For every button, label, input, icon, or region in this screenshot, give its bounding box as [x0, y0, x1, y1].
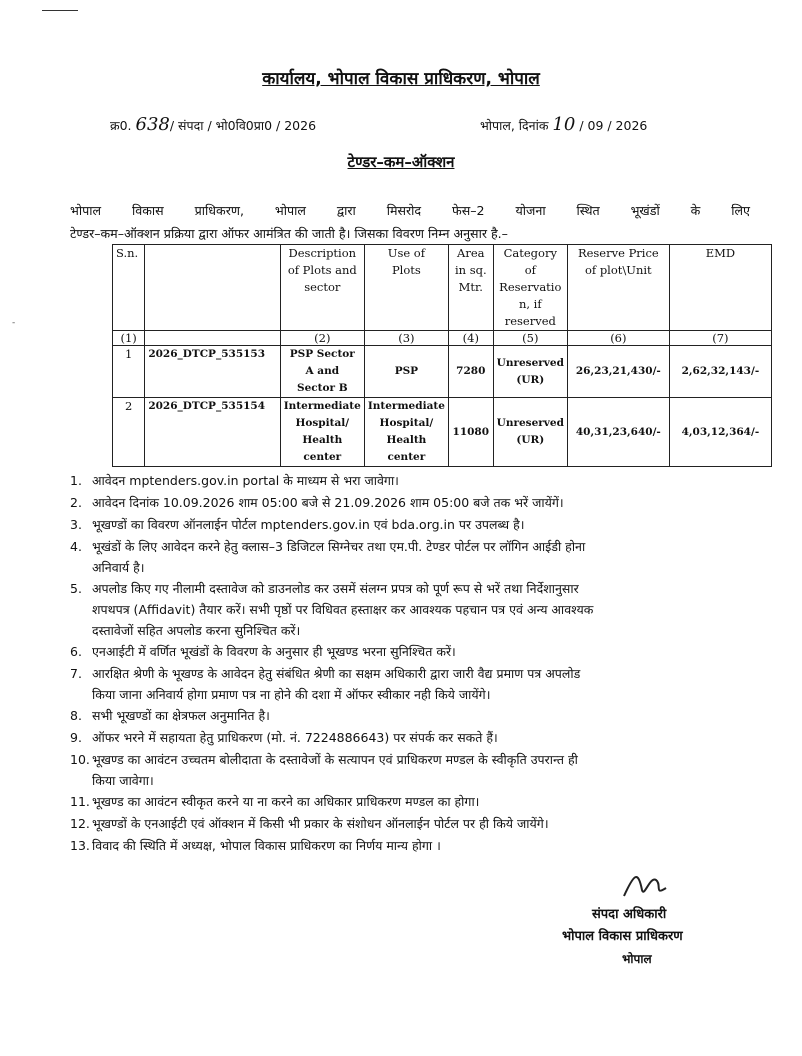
header-line: in sq.: [454, 263, 487, 277]
row-emd: 4,03,12,364/-: [669, 398, 771, 467]
row-sn: 1: [113, 346, 145, 398]
ref-prefix: क्र0.: [110, 118, 132, 133]
item-line: सभी भूखण्डों का क्षेत्रफल अनुमानित है।: [92, 708, 270, 723]
item-number: 5.: [70, 581, 82, 596]
item-line: आरक्षित श्रेणी के भूखण्ड के आवेदन हेतु संबंधित श्रेणी का सक्षम अधिकारी द्वारा जारी वैद्य प्रमाण पत्र अपलोड: [92, 666, 581, 681]
header-line: of plot\Unit: [584, 263, 652, 277]
list-item: [70, 791, 760, 813]
table-row: [113, 346, 772, 398]
item-number: 7.: [70, 666, 82, 681]
col-number: (6): [567, 331, 669, 346]
item-line: एनआईटी में वर्णित भूखंडों के विवरण के अनुसार ही भूखण्ड भरना सुनिश्चित करें।: [92, 644, 456, 659]
list-item: [70, 663, 760, 705]
date-day: 10: [552, 114, 576, 135]
row-use: [364, 398, 448, 467]
office-title: कार्यालय, भोपाल विकास प्राधिकरण, भोपाल: [262, 69, 540, 89]
category-line: (UR): [516, 434, 545, 446]
header-line: Reservatio: [499, 280, 562, 294]
col-header-category: [493, 245, 567, 331]
list-item: [70, 835, 760, 857]
item-line: आवेदन दिनांक 10.09.2026 शाम 05:00 बजे से 21.09.2026 शाम 05:00 बजे तक भरें जायेंगें।: [92, 495, 564, 510]
col-number: (3): [364, 331, 448, 346]
header-line: Mtr.: [458, 280, 483, 294]
list-item: [70, 727, 760, 749]
list-item: [70, 536, 760, 578]
header-line: Use of: [387, 246, 425, 260]
list-item: [70, 749, 760, 791]
intro-paragraph: [70, 199, 750, 245]
header-line: Category: [503, 246, 557, 260]
item-number: 4.: [70, 539, 82, 554]
desc-line: Sector B: [297, 382, 348, 394]
item-line: विवाद की स्थिति में अध्यक्ष, भोपाल विकास प्राधिकरण का निर्णय मान्य होगा ।: [92, 838, 441, 853]
list-item: [70, 641, 760, 663]
date-prefix: भोपाल, दिनांक: [480, 118, 549, 133]
header-line: reserved: [504, 314, 556, 328]
list-item: [70, 705, 760, 727]
reference-number: [110, 114, 316, 135]
col-number: (2): [280, 331, 364, 346]
header-line: Area: [457, 246, 485, 260]
signatory-organization: भोपाल विकास प्राधिकरण: [562, 929, 683, 944]
col-header-id: [145, 245, 280, 331]
item-number: 3.: [70, 517, 82, 532]
item-number: 10.: [70, 752, 90, 767]
col-number: (7): [669, 331, 771, 346]
row-reserve-price: 40,31,23,640/-: [567, 398, 669, 467]
row-category: [493, 346, 567, 398]
subject-heading: टेण्डर–कम–ऑक्शन: [347, 153, 455, 171]
list-item: [70, 813, 760, 835]
item-line: दस्तावेजों सहित अपलोड करना सुनिश्चित करें।: [92, 623, 301, 638]
row-plot-id: 2026_DTCP_535153: [145, 346, 280, 398]
plots-table: [112, 244, 772, 467]
item-number: 1.: [70, 473, 82, 488]
header-line: Description: [288, 246, 357, 260]
item-line: भूखण्ड का आवंटन स्वीकृत करने या ना करने का अधिकार प्राधिकरण मण्डल का होगा।: [92, 794, 480, 809]
ref-number: 638: [135, 114, 170, 135]
category-line: Unreserved: [496, 356, 564, 369]
item-number: 6.: [70, 644, 82, 659]
col-header-sn: S.n.: [113, 245, 145, 331]
item-line: ऑफर भरने में सहायता हेतु प्राधिकरण (मो. नं. 7224886643) पर संपर्क कर सकते हैं।: [92, 730, 498, 745]
desc-line: PSP Sector: [289, 348, 355, 360]
item-line: किया जावेगा।: [92, 773, 154, 788]
signature-block: [556, 866, 726, 976]
category-line: (UR): [516, 373, 545, 386]
desc-line: Health: [302, 434, 343, 446]
intro-line-2: टेण्डर–कम–ऑक्शन प्रक्रिया द्वारा ऑफर आमंत्रित की जाती है। जिसका विवरण निम्न अनुसार है.–: [70, 226, 508, 241]
item-number: 12.: [70, 816, 90, 831]
item-line: भूखण्डों के एनआईटी एवं ऑक्शन में किसी भी प्रकार के संशोधन ऑनलाईन पोर्टल पर ही किये जायेंगे।: [92, 816, 549, 831]
item-number: 11.: [70, 794, 90, 809]
header-line: of Plots and: [287, 263, 357, 277]
intro-line-1: भोपाल विकास प्राधिकरण, भोपाल द्वारा मिसरोद फेस–2 योजना स्थित भूखंडों के लिए: [70, 203, 750, 218]
list-item: [70, 578, 760, 641]
col-header-use: [364, 245, 448, 331]
issue-date: [480, 114, 647, 135]
item-number: 13.: [70, 838, 90, 853]
use-line: Intermediate: [367, 400, 445, 412]
use-line: Hospital/: [379, 417, 434, 429]
category-line: Unreserved: [496, 417, 564, 429]
row-use: PSP: [364, 346, 448, 398]
row-sn: 2: [113, 398, 145, 467]
ref-suffix: / संपदा / भो0वि0प्रा0 / 2026: [169, 118, 317, 133]
item-number: 2.: [70, 495, 82, 510]
margin-mark: -: [12, 318, 16, 328]
header-line: sector: [304, 280, 341, 294]
col-header-area: [448, 245, 493, 331]
list-item: [70, 470, 760, 492]
desc-line: center: [303, 451, 342, 463]
row-area: 7280: [448, 346, 493, 398]
item-line: अनिवार्य है।: [92, 560, 145, 575]
header-line: n, if: [518, 297, 542, 311]
item-line: भूखंडों के लिए आवेदन करने हेतु क्लास–3 डिजिटल सिग्नेचर तथा एम.पी. टेण्डर पोर्टल पर लॉगिन आईडी होना: [92, 539, 586, 554]
top-rule: [42, 10, 78, 11]
list-item: [70, 514, 760, 536]
header-line: Plots: [391, 263, 421, 277]
item-line: किया जाना अनिवार्य होगा प्रमाण पत्र ना होने की दशा में ऑफर स्वीकार नही किये जायेंगे।: [92, 687, 491, 702]
col-header-emd: EMD: [669, 245, 771, 331]
desc-line: Intermediate: [283, 400, 361, 412]
col-number: [145, 331, 280, 346]
item-line: शपथपत्र (Affidavit) तैयार करें। सभी पृष्ठों पर विधिवत हस्ताक्षर कर आवश्यक पहचान पत्र एवं अन्य आवश्यक: [92, 602, 594, 617]
col-number: (5): [493, 331, 567, 346]
desc-line: A and: [305, 365, 340, 377]
item-number: 8.: [70, 708, 82, 723]
row-area: 11080: [448, 398, 493, 467]
header-line: of: [524, 263, 536, 277]
terms-list: [70, 470, 760, 857]
row-description: [280, 398, 364, 467]
table-row: [113, 398, 772, 467]
row-reserve-price: 26,23,21,430/-: [567, 346, 669, 398]
use-line: Health: [386, 434, 427, 446]
signatory-designation: संपदा अधिकारी: [592, 907, 667, 922]
list-item: [70, 492, 760, 514]
item-number: 9.: [70, 730, 82, 745]
desc-line: Hospital/: [295, 417, 350, 429]
row-emd: 2,62,32,143/-: [669, 346, 771, 398]
item-line: भूखण्ड का आवंटन उच्चतम बोलीदाता के दस्तावेजों के सत्यापन एवं प्राधिकरण मण्डल के स्वीकृति उपरान्त ही: [92, 752, 578, 767]
table-header-row: [113, 245, 772, 331]
use-line: center: [387, 451, 426, 463]
row-description: [280, 346, 364, 398]
col-header-price: [567, 245, 669, 331]
col-header-description: [280, 245, 364, 331]
handwritten-signature: [616, 866, 676, 906]
col-number: (1): [113, 331, 145, 346]
row-plot-id: 2026_DTCP_535154: [145, 398, 280, 467]
table-numbering-row: [113, 331, 772, 346]
item-line: आवेदन mptenders.gov.in portal के माध्यम से भरा जावेगा।: [92, 473, 399, 488]
header-line: Reserve Price: [577, 246, 659, 260]
date-suffix: / 09 / 2026: [579, 118, 648, 133]
signatory-city: भोपाल: [622, 952, 652, 966]
col-number: (4): [448, 331, 493, 346]
item-line: अपलोड किए गए नीलामी दस्तावेज को डाउनलोड कर उसमें संलग्न प्रपत्र को पूर्ण रूप से भरें तथा निर्देशानुसार: [92, 581, 579, 596]
row-category: [493, 398, 567, 467]
item-line: भूखण्डों का विवरण ऑनलाईन पोर्टल mptenders.gov.in एवं bda.org.in पर उपलब्ध है।: [92, 517, 525, 532]
